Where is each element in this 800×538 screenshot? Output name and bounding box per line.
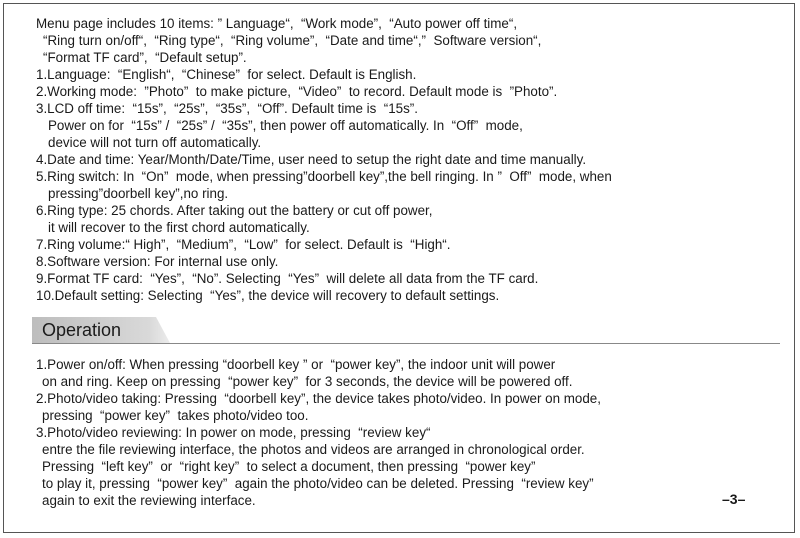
operation-line: pressing “power key” takes photo/video too. [42, 408, 309, 423]
menu-line: 10.Default setting: Selecting “Yes”, the device will recovery to default settings. [36, 288, 500, 303]
menu-line: pressing”doorbell key”,no ring. [48, 186, 229, 201]
menu-line: 8.Software version: For internal use only. [36, 254, 279, 269]
menu-line: 4.Date and time: Year/Month/Date/Time, user need to setup the right date and time manually. [36, 152, 587, 167]
menu-line: 1.Language: “English“, “Chinese” for select. Default is English. [36, 67, 417, 82]
heading-rule [32, 343, 780, 344]
page-number: –3– [722, 491, 746, 507]
menu-line: “Ring turn on/off“, “Ring type“, “Ring volume”, “Date and time“,” Software version“, [43, 33, 542, 48]
menu-line: 7.Ring volume:“ High”, “Medium”, “Low” for select. Default is “High“. [36, 237, 451, 252]
menu-line: Power on for “15s” / “25s” / “35s”, then power off automatically. In “Off” mode, [48, 118, 523, 133]
operation-line: 1.Power on/off: When pressing “doorbell key ” or “power key”, the indoor unit will power [36, 357, 556, 372]
menu-line: 3.LCD off time: “15s”, “25s”, “35s”, “Off”. Default time is “15s”. [36, 101, 418, 116]
operation-line: Pressing “left key” or “right key” to select a document, then pressing “power key” [42, 459, 536, 474]
operation-line: again to exit the reviewing interface. [42, 493, 256, 508]
operation-line: 3.Photo/video reviewing: In power on mode, pressing “review key“ [36, 425, 431, 440]
operation-line: 2.Photo/video taking: Pressing “doorbell key”, the device takes photo/video. In power on mode, [36, 391, 601, 406]
menu-line: device will not turn off automatically. [48, 135, 262, 150]
menu-line: “Format TF card”, “Default setup”. [43, 50, 247, 65]
menu-line: it will recover to the first chord automatically. [48, 220, 310, 235]
operation-heading: Operation [42, 320, 122, 340]
operation-heading-band [32, 317, 170, 343]
operation-line: entre the file reviewing interface, the photos and videos are arranged in chronological order. [42, 442, 585, 457]
menu-line: 6.Ring type: 25 chords. After taking out the battery or cut off power, [36, 203, 433, 218]
menu-line: Menu page includes 10 items: ” Language“, “Work mode”, “Auto power off time“, [36, 16, 518, 31]
operation-line: on and ring. Keep on pressing “power key” for 3 seconds, the device will be powered off. [42, 374, 573, 389]
menu-line: 2.Working mode: ”Photo” to make picture, “Video” to record. Default mode is ”Photo”. [36, 84, 558, 99]
menu-line: 5.Ring switch: In “On” mode, when pressing”doorbell key”,the bell ringing. In ” Off” mode, when [36, 169, 612, 184]
menu-line: 9.Format TF card: “Yes”, “No”. Selecting “Yes” will delete all data from the TF card. [36, 271, 539, 286]
operation-line: to play it, pressing “power key” again the photo/video can be deleted. Pressing “review key” [42, 476, 594, 491]
